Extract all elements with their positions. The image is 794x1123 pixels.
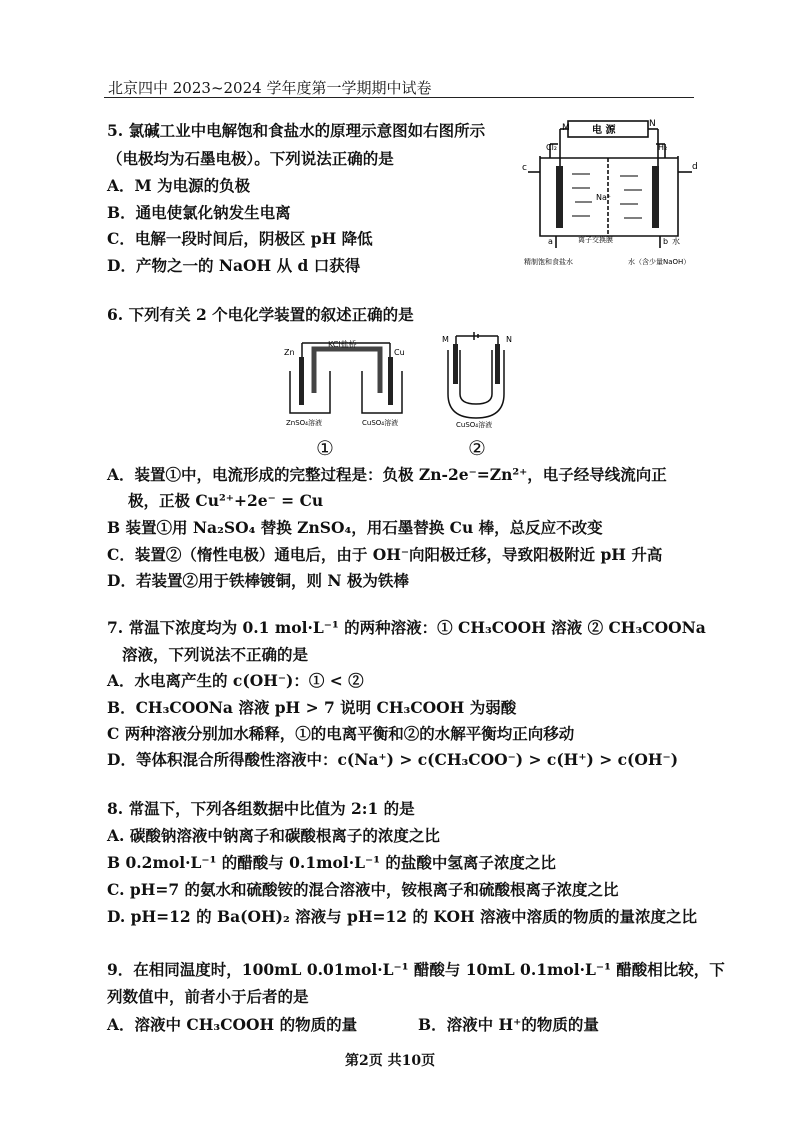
q5-option-b: B．通电使氯化钠发生电离 [107,203,291,222]
label-m: M [562,123,570,133]
header-rule [104,97,694,98]
page-header: 北京四中 2023~2024 学年度第一学期期中试卷 [108,79,432,97]
label-n: N [649,119,656,129]
salt-bridge-label: KCl盐桥 [328,340,357,349]
q8-option-d: D. pH=12 的 Ba(OH)₂ 溶液与 pH=12 的 KOH 溶液中溶质的物质的量浓度之比 [107,907,697,926]
cu-electrode [388,357,393,405]
n-label: N [506,335,512,344]
q9-option-a: A．溶液中 CH₃COOH 的物质的量 [107,1015,358,1034]
q6-option-c: C．装置②（惰性电极）通电后，由于 OH⁻向阳极迁移，导致阳极附近 pH 升高 [107,545,663,564]
q6-option-a: A．装置①中，电流形成的完整过程是：负极 Zn-2e⁻=Zn²⁺，电子经导线流向正 [107,465,667,484]
cuso4-solution-label: CuSO₄溶液 [456,421,493,428]
left-graphite-electrode [556,166,563,228]
q6-stem: 6. 下列有关 2 个电化学装置的叙述正确的是 [107,305,414,324]
label-membrane: 离子交换膜 [578,236,613,244]
q9-stem-line1: 9．在相同温度时，100mL 0.01mol·L⁻¹ 醋酸与 10mL 0.1mol·L⁻¹ 醋酸相比较，下 [107,960,725,979]
label-right-inlet: 水（含少量NaOH） [628,258,691,266]
q6-option-b: B 装置①用 Na₂SO₄ 替换 ZnSO₄，用石墨替换 Cu 棒，总反应不改变 [107,518,603,537]
q7-option-a: A．水电离产生的 c(OH⁻)：① < ② [107,671,364,690]
cuso4-label: CuSO₄溶液 [362,419,399,427]
right-graphite-electrode [652,166,659,228]
figure-marker-2: ② [468,436,486,460]
label-c: c [522,163,527,173]
u-tube-electrolysis-figure [438,330,518,428]
figure-marker-1: ① [316,436,334,460]
q5-option-a: A．M 为电源的负极 [107,176,251,195]
galvanic-cell-figure [280,335,420,427]
q8-option-a: A. 碳酸钠溶液中钠离子和碳酸根离子的浓度之比 [107,826,440,845]
q5-stem-line2: （电极均为石墨电极）。下列说法正确的是 [107,149,394,168]
q5-option-d: D．产物之一的 NaOH 从 d 口获得 [107,256,361,275]
q9-stem-line2: 列数值中，前者小于后者的是 [107,987,309,1006]
label-b: b [663,237,669,246]
label-h2: H₂ [658,143,668,152]
q5-stem-line1: 5. 氯碱工业中电解饱和食盐水的原理示意图如右图所示 [107,121,486,140]
m-electrode [453,344,458,384]
label-water: 水 [672,237,680,246]
label-a: a [548,237,553,246]
power-label: 电 源 [592,125,616,136]
label-left-inlet: 精制饱和食盐水 [524,258,573,266]
q8-stem: 8. 常温下，下列各组数据中比值为 2:1 的是 [107,799,415,818]
q7-option-c: C 两种溶液分别加水稀释，①的电离平衡和②的水解平衡均正向移动 [107,724,575,743]
q8-option-c: C. pH=7 的氨水和硫酸铵的混合溶液中，铵根离子和硫酸根离子浓度之比 [107,880,619,899]
page-footer: 第2页 共10页 [345,1053,436,1069]
znso4-label: ZnSO₄溶液 [286,419,322,427]
q7-stem-line1: 7. 常温下浓度均为 0.1 mol·L⁻¹ 的两种溶液：① CH₃COOH 溶液 ② CH₃COONa [107,618,706,637]
zn-electrode [299,357,304,405]
kcl-salt-bridge [314,349,380,393]
q5-option-c: C．电解一段时间后，阴极区 pH 降低 [107,229,373,248]
q6-option-d: D．若装置②用于铁棒镀铜，则 N 极为铁棒 [107,571,409,590]
cu-label: Cu [394,348,405,357]
m-label: M [442,335,449,344]
label-na-ion: Na⁺ [596,193,612,202]
q7-option-b: B．CH₃COONa 溶液 pH > 7 说明 CH₃COOH 为弱酸 [107,698,517,717]
zn-label: Zn [284,348,295,357]
label-cl2: Cl₂ [546,143,558,152]
q7-stem-line2: 溶液，下列说法不正确的是 [122,645,309,664]
label-d: d [692,162,698,172]
q7-option-d: D．等体积混合所得酸性溶液中：c(Na⁺) > c(CH₃COO⁻) > c(H⁺) > c(OH⁻) [107,750,679,769]
electrolysis-cell-figure [520,118,710,276]
n-electrode [495,344,500,384]
q9-option-b: B．溶液中 H⁺的物质的量 [418,1015,599,1034]
q6-option-a-cont: 极，正极 Cu²⁺+2e⁻ = Cu [128,491,324,510]
q8-option-b: B 0.2mol·L⁻¹ 的醋酸与 0.1mol·L⁻¹ 的盐酸中氢离子浓度之比 [107,853,556,872]
